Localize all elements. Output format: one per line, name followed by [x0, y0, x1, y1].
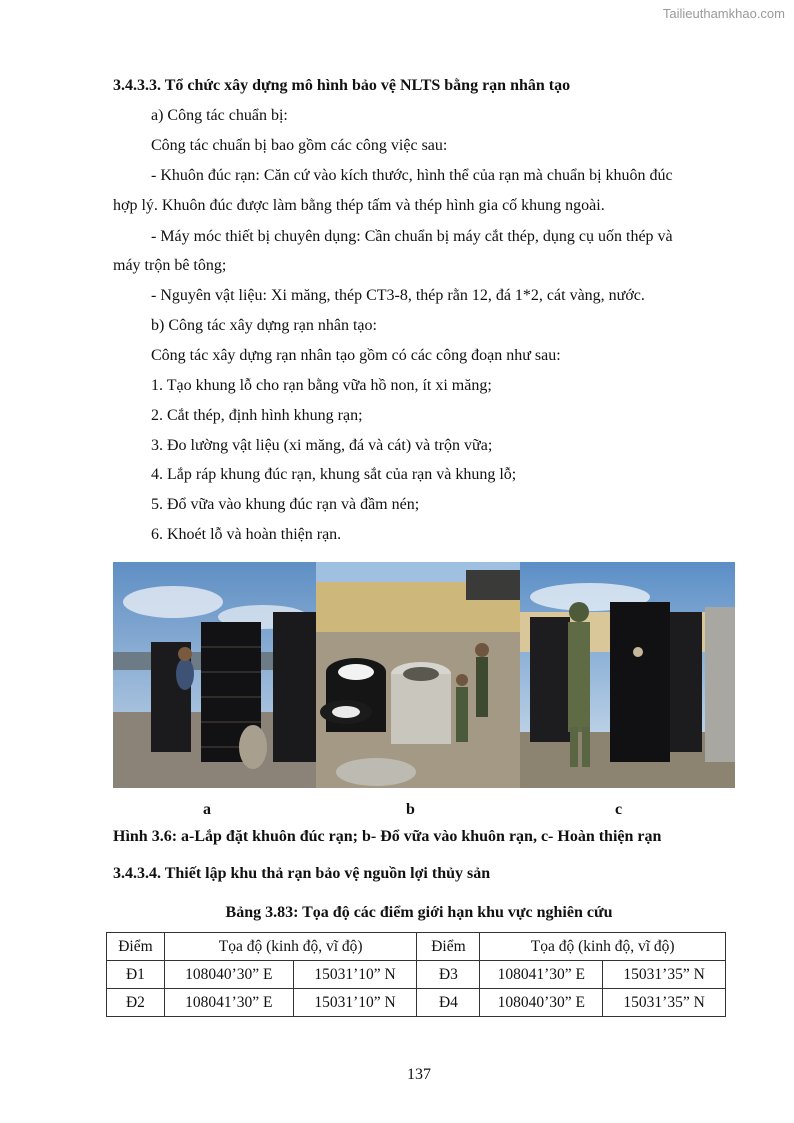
figure-label-a: a	[203, 801, 211, 818]
table-cell: 108040’30” E	[164, 961, 293, 989]
photo-b-pouring-concrete	[316, 562, 520, 788]
header-coords-2: Tọa độ (kinh độ, vĩ độ)	[480, 933, 726, 961]
paragraph-b-title: b) Công tác xây dựng rạn nhân tạo:	[151, 317, 377, 334]
coordinates-table	[106, 932, 726, 1017]
section-heading-3-4-3-3: 3.4.3.3. Tổ chức xây dựng mô hình bảo vệ NLTS bằng rạn nhân tạo	[113, 77, 571, 94]
paragraph-machines-2: máy trộn bê tông;	[113, 257, 227, 274]
page-number: 137	[407, 1066, 431, 1083]
table-cell: 15031’10” N	[293, 961, 417, 989]
step-5: 5. Đổ vữa vào khung đúc rạn và đầm nén;	[151, 496, 420, 513]
paragraph-a-title: a) Công tác chuẩn bị:	[151, 107, 288, 124]
figure-caption: Hình 3.6: a-Lắp đặt khuôn đúc rạn; b- Đổ vữa vào khuôn rạn, c- Hoàn thiện rạn	[113, 828, 662, 845]
watermark: Tailieuthamkhao.com	[662, 6, 785, 21]
table-row	[107, 989, 726, 1017]
step-3: 3. Đo lường vật liệu (xi măng, đá và cát) và trộn vữa;	[151, 437, 493, 454]
step-2: 2. Cắt thép, định hình khung rạn;	[151, 407, 363, 424]
table-row	[107, 961, 726, 989]
figure-label-c: c	[615, 801, 623, 818]
section-heading-3-4-3-4: 3.4.3.4. Thiết lập khu thả rạn bảo vệ nguồn lợi thủy sản	[113, 865, 491, 882]
step-6: 6. Khoét lỗ và hoàn thiện rạn.	[151, 526, 342, 543]
table-header-row	[107, 933, 726, 961]
paragraph-intro: Công tác chuẩn bị bao gồm các công việc sau:	[151, 137, 448, 154]
table-cell: Đ3	[417, 961, 480, 989]
figure-photos	[113, 562, 735, 788]
step-4: 4. Lắp ráp khung đúc rạn, khung sắt của rạn và khung lỗ;	[151, 466, 517, 483]
table-cell: Đ1	[107, 961, 165, 989]
table-cell: 15031’10” N	[293, 989, 417, 1017]
table-cell: 108041’30” E	[480, 961, 603, 989]
table-cell: 15031’35” N	[603, 989, 726, 1017]
paragraph-materials: - Nguyên vật liệu: Xi măng, thép CT3-8, thép rằn 12, đá 1*2, cát vàng, nước.	[151, 287, 645, 304]
paragraph-mold-1: - Khuôn đúc rạn: Căn cứ vào kích thước, hình thể của rạn mà chuẩn bị khuôn đúc	[151, 167, 673, 184]
paragraph-machines-1: - Máy móc thiết bị chuyên dụng: Cần chuẩn bị máy cắt thép, dụng cụ uốn thép và	[151, 228, 673, 245]
figure-label-b: b	[406, 801, 415, 818]
paragraph-stages-intro: Công tác xây dựng rạn nhân tạo gồm có các công đoạn như sau:	[151, 347, 561, 364]
table-cell: 15031’35” N	[603, 961, 726, 989]
header-point-1: Điểm	[107, 933, 165, 961]
table-cell: Đ2	[107, 989, 165, 1017]
photo-c-finished-reef	[520, 562, 735, 788]
table-cell: 108040’30” E	[480, 989, 603, 1017]
table-cell: 108041’30” E	[164, 989, 293, 1017]
header-coords-1: Tọa độ (kinh độ, vĩ độ)	[164, 933, 417, 961]
table-cell: Đ4	[417, 989, 480, 1017]
header-point-2: Điểm	[417, 933, 480, 961]
paragraph-mold-2: hợp lý. Khuôn đúc được làm bằng thép tấm và thép hình gia cố khung ngoài.	[113, 197, 605, 214]
table-title: Bảng 3.83: Tọa độ các điểm giới hạn khu vực nghiên cứu	[225, 904, 613, 921]
photo-a-mold-installation	[113, 562, 316, 788]
step-1: 1. Tạo khung lỗ cho rạn bằng vữa hồ non, ít xi măng;	[151, 377, 492, 394]
